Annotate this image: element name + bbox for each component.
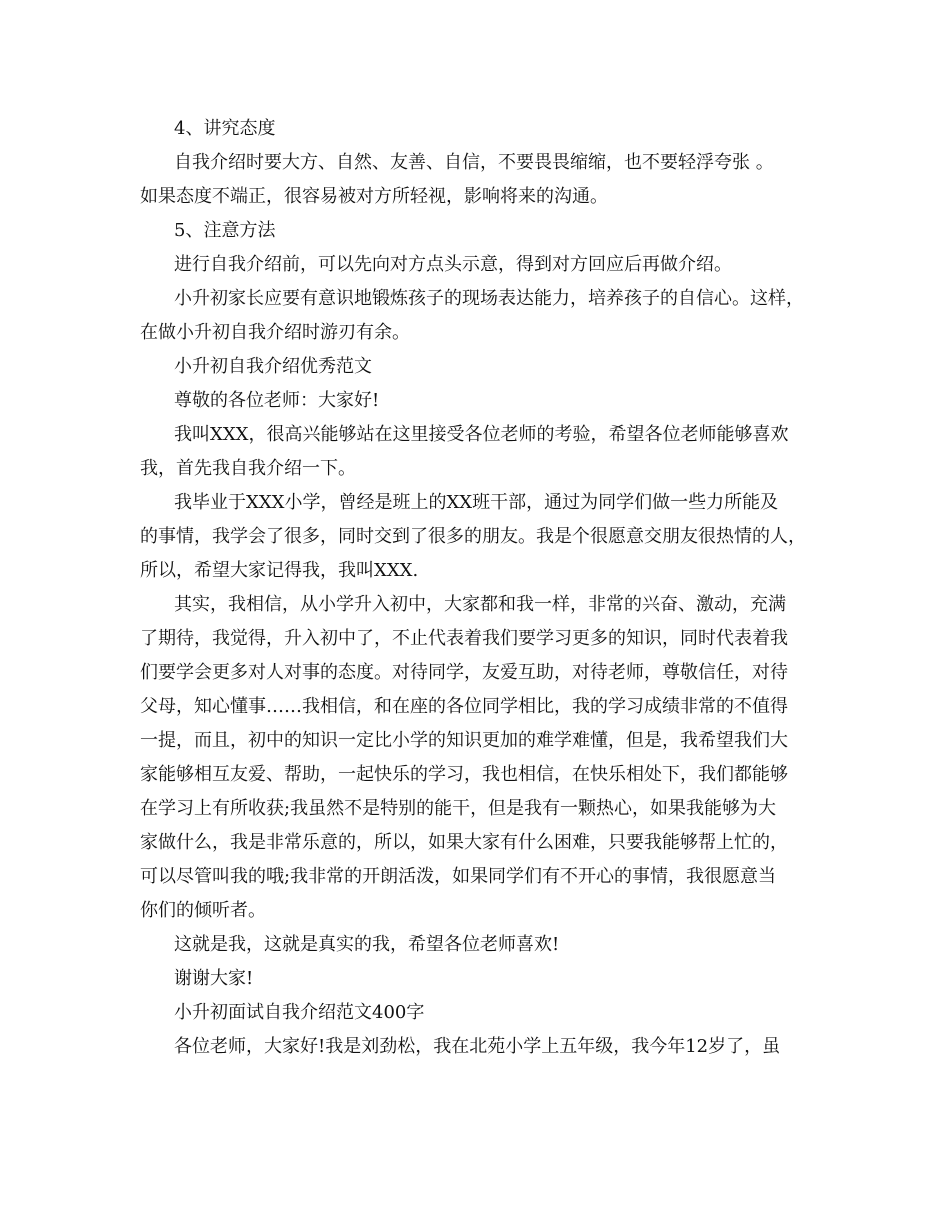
text-line: 我叫XXX，很高兴能够站在这里接受各位老师的考验，希望各位老师能够喜欢 [174, 424, 789, 445]
text-line: 小升初面试自我介绍范文400字 [174, 1002, 425, 1023]
text-line: 尊敬的各位老师：大家好! [174, 390, 380, 411]
text-line: 自我介绍时要大方、自然、友善、自信，不要畏畏缩缩，也不要轻浮夸张 。 [174, 152, 774, 173]
text-line: 所以，希望大家记得我，我叫XXX. [140, 560, 419, 581]
text-line: 的事情，我学会了很多，同时交到了很多的朋友。我是个很愿意交朋友很热情的人， [140, 526, 806, 547]
text-line: 一提，而且，初中的知识一定比小学的知识更加的难学难懂，但是，我希望我们大 [140, 730, 788, 751]
text-line: 4、讲究态度 [174, 118, 276, 139]
text-line: 5、注意方法 [174, 220, 276, 241]
text-line: 小升初家长应要有意识地锻炼孩子的现场表达能力，培养孩子的自信心。这样， [174, 288, 804, 309]
text-line: 如果态度不端正，很容易被对方所轻视，影响将来的沟通。 [140, 186, 608, 207]
text-line: 这就是我，这就是真实的我，希望各位老师喜欢! [174, 934, 560, 955]
text-line: 家能够相互友爱、帮助，一起快乐的学习，我也相信，在快乐相处下，我们都能够 [140, 764, 788, 785]
text-line: 其实，我相信，从小学升入初中，大家都和我一样，非常的兴奋、激动，充满 [174, 594, 786, 615]
text-line: 在学习上有所收获;我虽然不是特别的能干，但是我有一颗热心，如果我能够为大 [140, 798, 777, 819]
text-line: 你们的倾听者。 [140, 900, 266, 921]
text-line: 谢谢大家! [174, 968, 254, 989]
text-line: 我，首先我自我介绍一下。 [140, 458, 356, 479]
text-line: 了期待，我觉得，升入初中了，不止代表着我们要学习更多的知识，同时代表着我 [140, 628, 788, 649]
text-line: 可以尽管叫我的哦;我非常的开朗活泼，如果同学们有不开心的事情，我很愿意当 [140, 866, 777, 887]
text-line: 我毕业于XXX小学，曾经是班上的XX班干部，通过为同学们做一些力所能及 [174, 492, 779, 513]
document-body [140, 112, 840, 1064]
text-line: 各位老师，大家好!我是刘劲松，我在北苑小学上五年级，我今年12岁了，虽 [174, 1036, 781, 1057]
text-line: 小升初自我介绍优秀范文 [174, 356, 372, 377]
text-line: 们要学会更多对人对事的态度。对待同学，友爱互助，对待老师，尊敬信任，对待 [140, 662, 788, 683]
text-line: 家做什么，我是非常乐意的，所以，如果大家有什么困难，只要我能够帮上忙的， [140, 832, 788, 853]
text-line: 父母，知心懂事……我相信，和在座的各位同学相比，我的学习成绩非常的不值得 [140, 696, 788, 717]
text-line: 进行自我介绍前，可以先向对方点头示意，得到对方回应后再做介绍。 [174, 254, 732, 275]
text-line: 在做小升初自我介绍时游刃有余。 [140, 322, 410, 343]
